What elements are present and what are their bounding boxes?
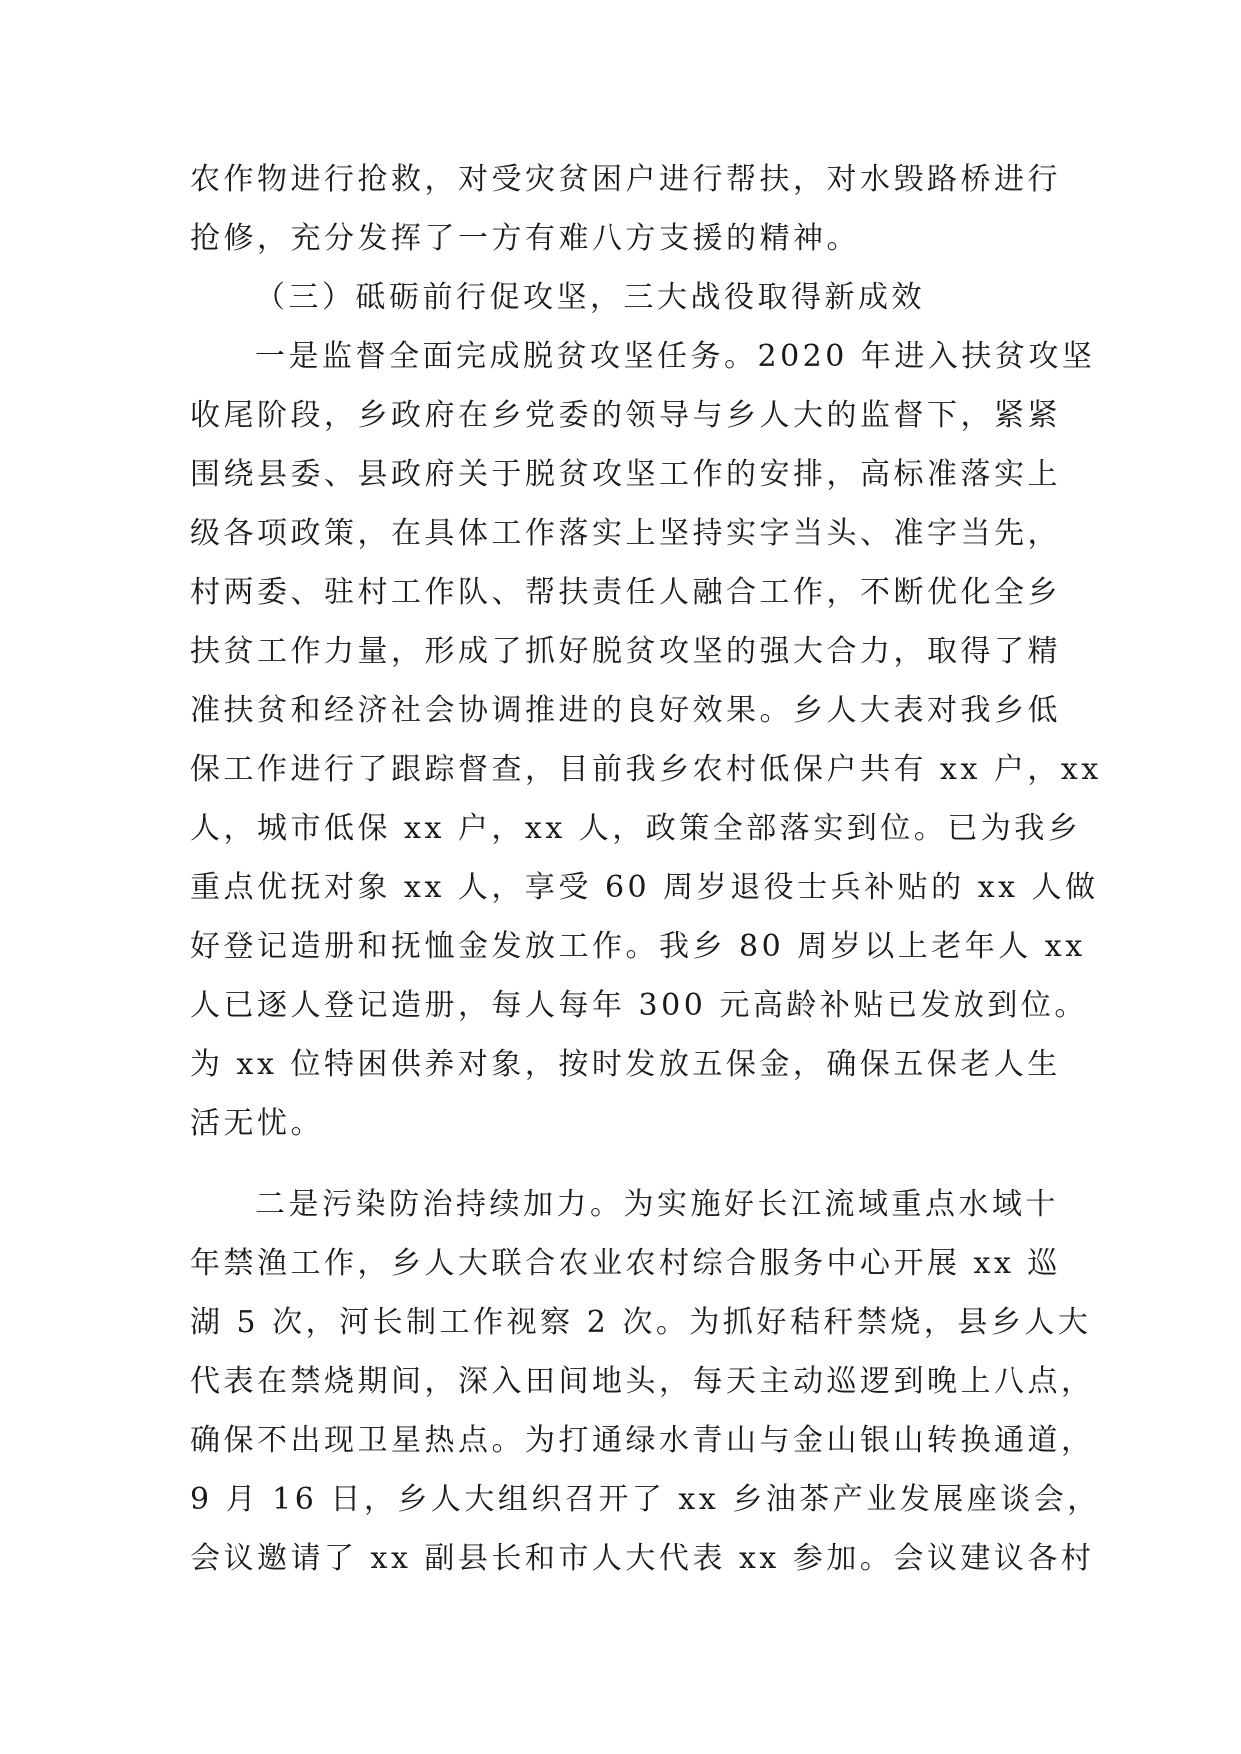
body-line: 为 xx 位特困供养对象，按时发放五保金，确保五保老人生	[190, 1047, 1061, 1082]
body-line: 扶贫工作力量，形成了抓好脱贫攻坚的强大合力，取得了精	[190, 634, 1061, 669]
body-line: 抢修，充分发挥了一方有难八方支援的精神。	[190, 221, 860, 256]
paragraph-start-line: 二是污染防治持续加力。为实施好长江流域重点水域十	[255, 1187, 1059, 1222]
body-line: 代表在禁烧期间，深入田间地头，每天主动巡逻到晚上八点，	[190, 1364, 1095, 1399]
body-line: 人，城市低保 xx 户，xx 人，政策全部落实到位。已为我乡	[190, 811, 1082, 846]
body-line: 会议邀请了 xx 副县长和市人大代表 xx 参加。会议建议各村	[190, 1541, 1095, 1576]
body-line: 9 月 16 日，乡人大组织召开了 xx 乡油茶产业发展座谈会，	[190, 1482, 1101, 1517]
body-line: 准扶贫和经济社会协调推进的良好效果。乡人大表对我乡低	[190, 693, 1061, 728]
document-body	[190, 150, 1102, 1588]
section-heading: （三）砥砺前行促攻坚，三大战役取得新成效	[255, 280, 925, 315]
body-line: 年禁渔工作，乡人大联合农业农村综合服务中心开展 xx 巡	[190, 1246, 1061, 1281]
body-line: 保工作进行了跟踪督查，目前我乡农村低保户共有 xx 户，xx	[190, 752, 1102, 787]
body-line: 好登记造册和抚恤金发放工作。我乡 80 周岁以上老年人 xx	[190, 929, 1086, 964]
body-line: 确保不出现卫星热点。为打通绿水青山与金山银山转换通道，	[190, 1423, 1095, 1458]
body-line: 农作物进行抢救，对受灾贫困户进行帮扶，对水毁路桥进行	[190, 162, 1061, 197]
body-line: 湖 5 次，河长制工作视察 2 次。为抓好秸秆禁烧，县乡人大	[190, 1305, 1092, 1340]
body-line: 活无忧。	[190, 1106, 324, 1141]
body-line: 村两委、驻村工作队、帮扶责任人融合工作，不断优化全乡	[190, 575, 1061, 610]
body-line: 重点优抚对象 xx 人，享受 60 周岁退役士兵补贴的 xx 人做	[190, 870, 1099, 905]
body-line: 人已逐人登记造册，每人每年 300 元高龄补贴已发放到位。	[190, 988, 1088, 1023]
body-line: 围绕县委、县政府关于脱贫攻坚工作的安排，高标准落实上	[190, 457, 1061, 492]
paragraph-start-line: 一是监督全面完成脱贫攻坚任务。2020 年进入扶贫攻坚	[255, 339, 1096, 374]
body-line: 级各项政策，在具体工作落实上坚持实字当头、准字当先，	[190, 516, 1061, 551]
body-line: 收尾阶段，乡政府在乡党委的领导与乡人大的监督下，紧紧	[190, 398, 1061, 433]
